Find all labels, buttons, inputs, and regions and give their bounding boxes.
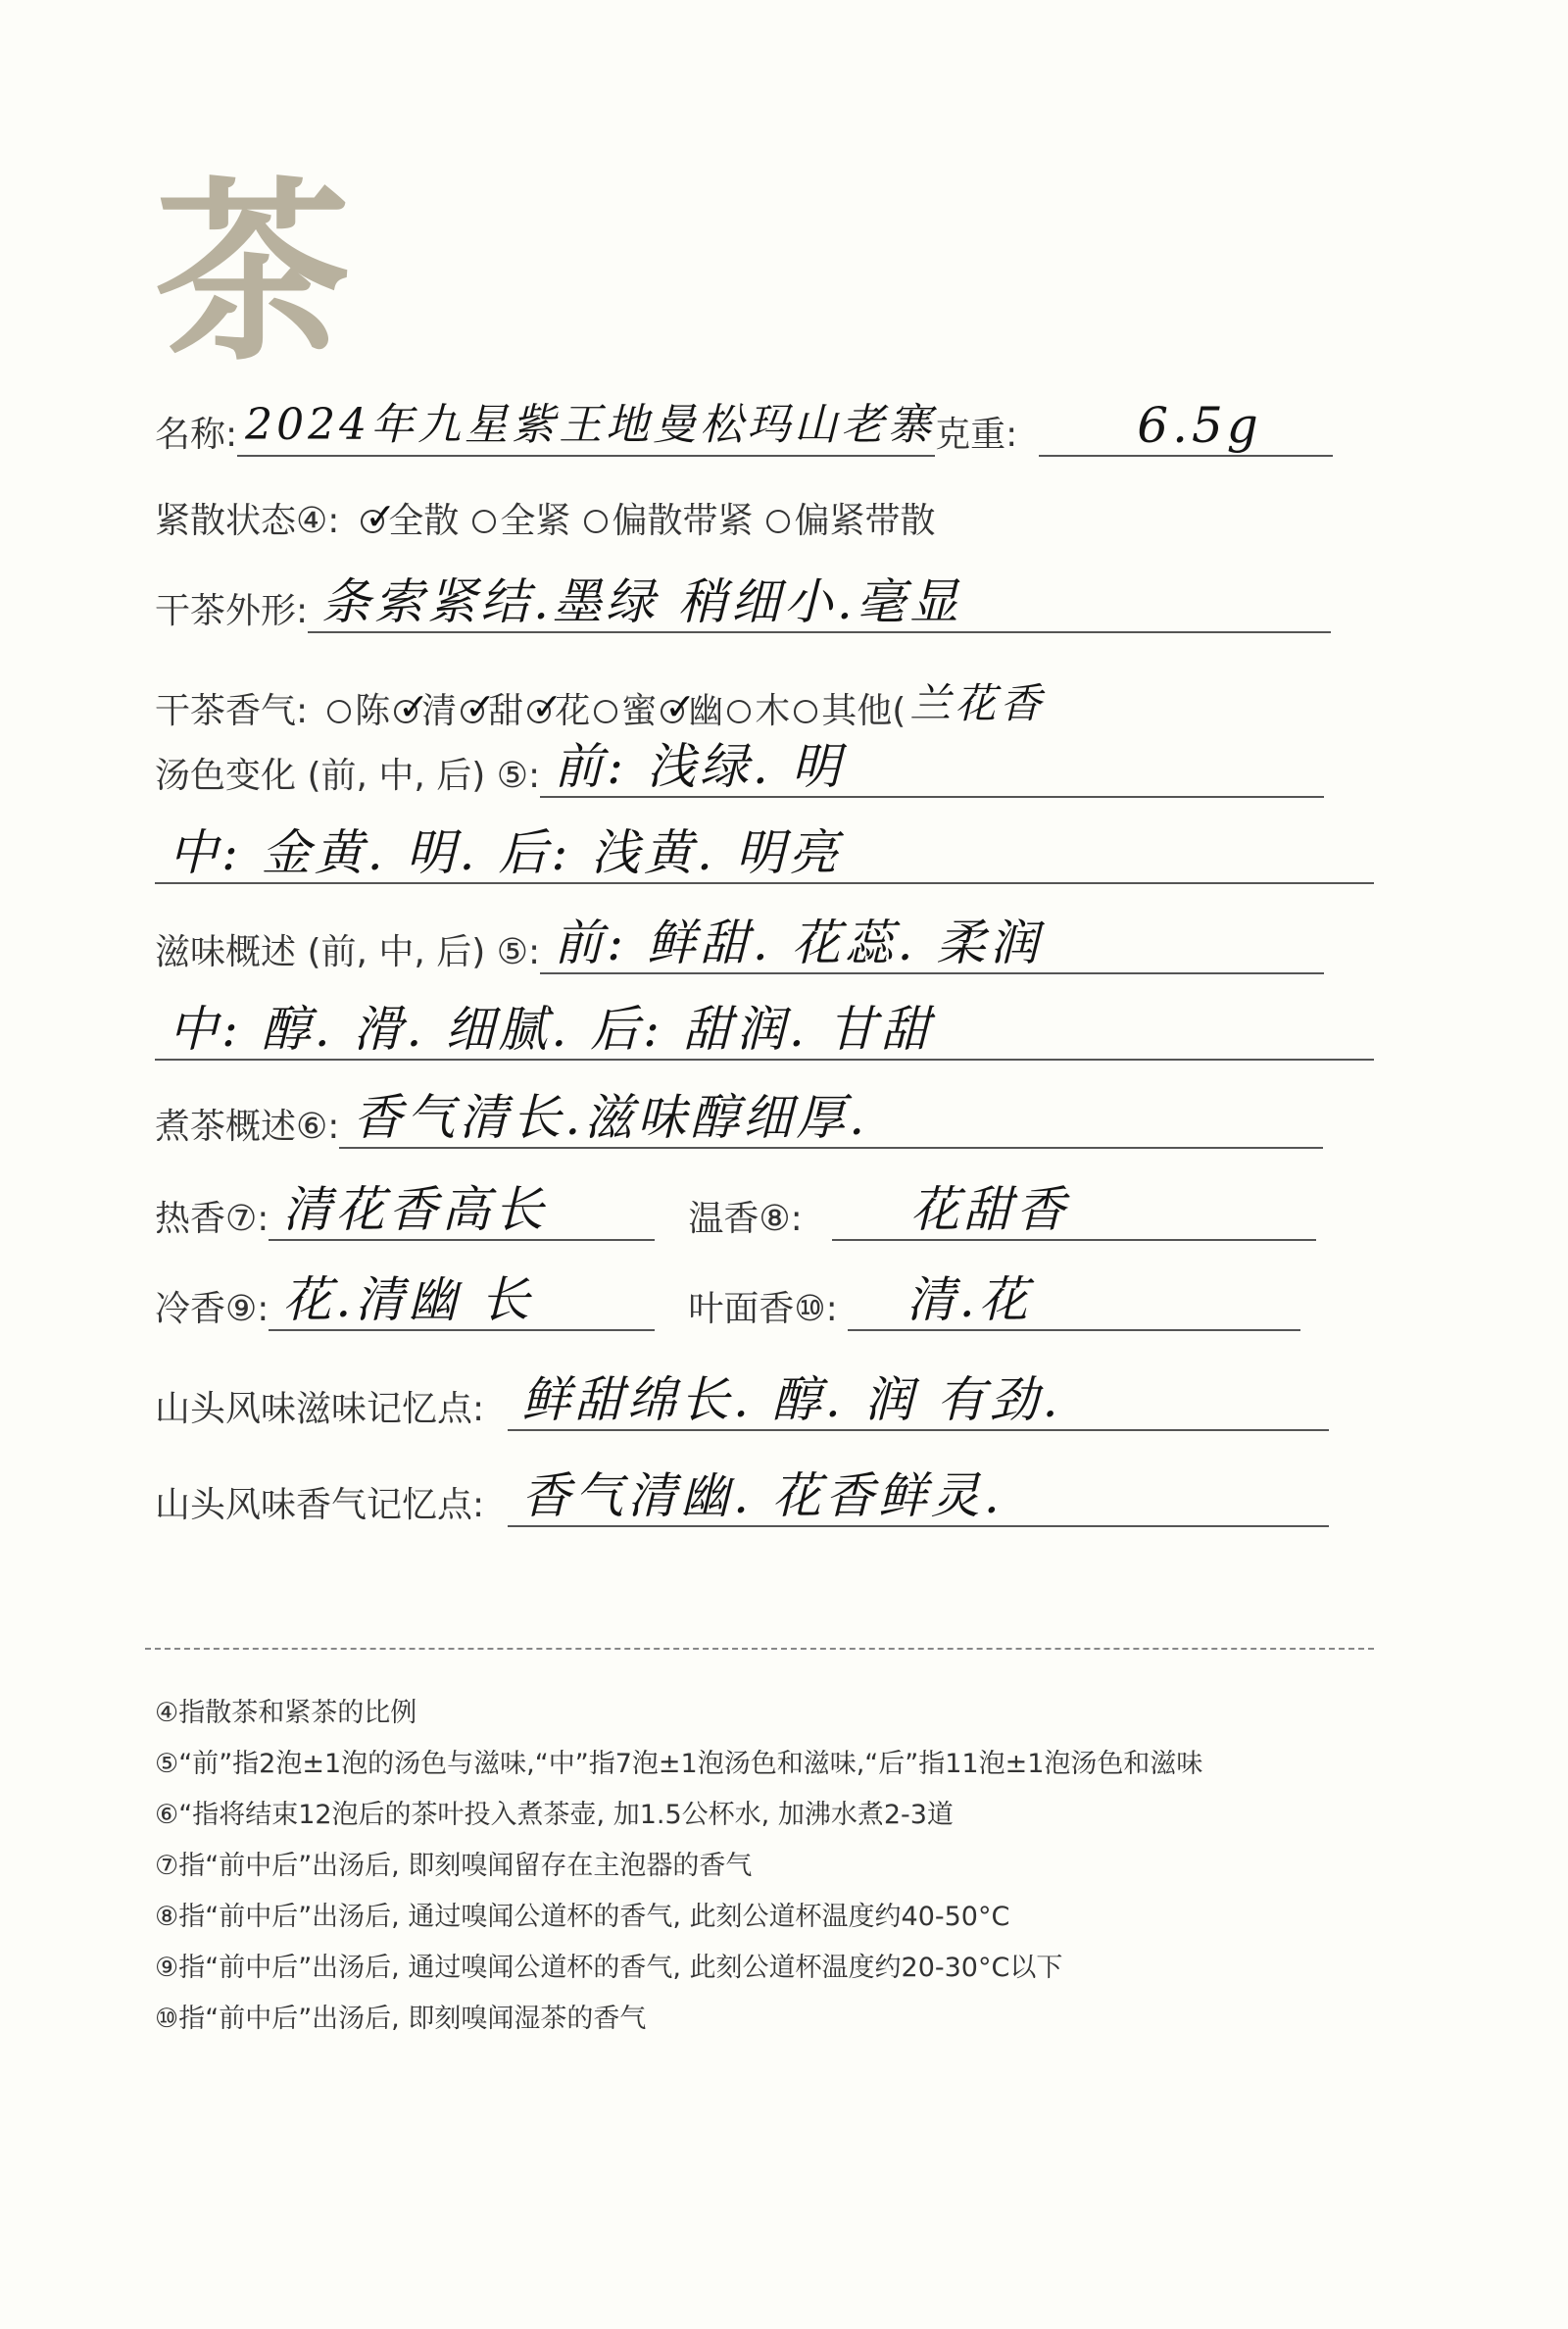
- warm-aroma-label: 温香⑧:: [688, 1199, 803, 1239]
- dry-shape-label: 干茶外形:: [155, 591, 309, 631]
- name-row: [155, 397, 1333, 457]
- boil-value: 香气清长.滋味醇细厚.: [353, 1089, 869, 1146]
- taste-memory-field[interactable]: [508, 1371, 1329, 1431]
- taste-memory-label: 山头风味滋味记忆点:: [155, 1389, 485, 1429]
- soup-color-field-2[interactable]: [155, 824, 1374, 884]
- taste-row-2: [155, 1001, 1374, 1061]
- leaf-aroma-field[interactable]: [848, 1271, 1300, 1331]
- warm-aroma-field[interactable]: [832, 1181, 1316, 1241]
- aroma-memory-label: 山头风味香气记忆点:: [155, 1485, 485, 1525]
- footnote-5: ⑤“前”指2泡±1泡的汤色与滋味,“中”指7泡±1泡汤色和滋味,“后”指11泡±1泡汤色和滋味: [155, 1749, 1203, 1779]
- footnote-4: ④指散茶和紧茶的比例: [155, 1698, 417, 1728]
- soup-color-value-2: 中: 金黄. 明. 后: 浅黄. 明亮: [169, 824, 842, 881]
- footnote-10: ⑩指“前中后”出汤后, 即刻嗅闻湿茶的香气: [155, 2004, 647, 2034]
- tightness-row: [155, 495, 949, 543]
- soup-color-label: 汤色变化 (前, 中, 后) ⑤:: [155, 756, 541, 796]
- boil-field[interactable]: [339, 1089, 1323, 1149]
- checkbox-circle[interactable]: [327, 700, 351, 723]
- footnote-8: ⑧指“前中后”出汤后, 通过嗅闻公道杯的香气, 此刻公道杯温度约40-50°C: [155, 1902, 1010, 1932]
- aroma-option-other[interactable]: 其他(: [794, 690, 906, 733]
- aroma-option-subtle[interactable]: ✓ 幽: [661, 690, 723, 733]
- divider-dashed: [145, 1648, 1374, 1650]
- dry-shape-row: [155, 573, 1331, 633]
- aroma-memory-field[interactable]: [508, 1467, 1329, 1527]
- taste-label: 滋味概述 (前, 中, 后) ⑤:: [155, 932, 541, 972]
- aroma-other-value: 兰花香: [909, 679, 1046, 727]
- cold-aroma-label: 冷香⑨:: [155, 1289, 270, 1329]
- weight-value: 6.5g: [1137, 397, 1262, 454]
- footnotes: [155, 1688, 1527, 2045]
- hot-aroma-value: 清花香高长: [282, 1181, 548, 1238]
- checkbox-circle[interactable]: [727, 700, 751, 723]
- checkbox-circle[interactable]: [361, 495, 397, 538]
- leaf-aroma-label: 叶面香⑩:: [688, 1289, 838, 1329]
- option-tight-with-loose[interactable]: 偏紧带散: [766, 500, 935, 543]
- checkbox-circle[interactable]: [594, 700, 617, 723]
- check-mark-icon: ✓: [664, 685, 697, 728]
- check-mark-icon: ✓: [465, 685, 497, 728]
- aroma-option-sweet[interactable]: ✓ 甜: [461, 690, 523, 733]
- aroma-option-wood[interactable]: 木: [727, 690, 790, 733]
- taste-field-2[interactable]: [155, 1001, 1374, 1061]
- taste-field-1[interactable]: [540, 915, 1324, 974]
- taste-value-1: 前: 鲜甜. 花蕊. 柔润: [554, 915, 1043, 971]
- name-field[interactable]: [237, 400, 936, 457]
- checkbox-circle[interactable]: [461, 685, 497, 728]
- dry-aroma-label: 干茶香气:: [155, 691, 309, 731]
- aroma-memory-row: [155, 1467, 1329, 1527]
- cold-aroma-field[interactable]: [269, 1271, 655, 1331]
- warm-aroma-value: 花甜香: [909, 1181, 1069, 1238]
- aroma-option-honey[interactable]: 蜜: [594, 690, 657, 733]
- cold-aroma-value: 花.清幽 长: [282, 1271, 534, 1328]
- checkbox-circle[interactable]: [472, 510, 496, 533]
- taste-memory-value: 鲜甜绵长. 醇. 润 有劲.: [521, 1371, 1062, 1428]
- soup-color-value-1: 前: 浅绿. 明: [554, 738, 845, 795]
- dry-shape-field[interactable]: [308, 573, 1331, 633]
- footnote-6: ⑥“指将结束12泡后的茶叶投入煮茶壶, 加1.5公杯水, 加沸水煮2-3道: [155, 1800, 954, 1830]
- soup-color-row-2: [155, 824, 1374, 884]
- hot-aroma-label: 热香⑦:: [155, 1199, 270, 1239]
- aroma-memory-value: 香气清幽. 花香鲜灵.: [521, 1467, 1004, 1524]
- soup-color-field-1[interactable]: [540, 738, 1324, 798]
- taste-value-2: 中: 醇. 滑. 细腻. 后: 甜润. 甘甜: [169, 1001, 934, 1058]
- option-loose-with-tight[interactable]: 偏散带紧: [584, 500, 753, 543]
- aroma-option-aged[interactable]: 陈: [327, 690, 390, 733]
- tea-title-char: 茶: [155, 160, 352, 388]
- check-mark-icon: ✓: [365, 495, 397, 538]
- taste-memory-row: [155, 1371, 1329, 1431]
- check-mark-icon: ✓: [398, 685, 429, 728]
- dry-shape-value: 条索紧结.墨绿 稍细小.毫显: [321, 573, 962, 630]
- aroma-option-clear[interactable]: ✓ 清: [394, 690, 457, 733]
- checkbox-circle[interactable]: [766, 510, 790, 533]
- weight-field[interactable]: [1039, 397, 1333, 457]
- leaf-aroma-value: 清.花: [906, 1271, 1032, 1328]
- hot-aroma-field[interactable]: [269, 1181, 655, 1241]
- checkbox-circle[interactable]: [394, 685, 429, 728]
- footnote-7: ⑦指“前中后”出汤后, 即刻嗅闻留存在主泡器的香气: [155, 1851, 753, 1881]
- option-full-tight[interactable]: 全紧: [472, 500, 570, 543]
- tightness-label: 紧散状态④:: [155, 501, 340, 541]
- taste-row: [155, 915, 1324, 974]
- soup-color-row: [155, 738, 1324, 798]
- checkbox-circle[interactable]: [661, 685, 697, 728]
- boil-row: [155, 1089, 1323, 1149]
- checkbox-circle[interactable]: [527, 685, 564, 728]
- boil-label: 煮茶概述⑥:: [155, 1107, 340, 1147]
- cold-aroma-row: [155, 1271, 1300, 1331]
- dry-aroma-row: [155, 678, 1045, 733]
- checkbox-circle[interactable]: [584, 510, 608, 533]
- checkbox-circle[interactable]: [794, 700, 817, 723]
- footnote-9: ⑨指“前中后”出汤后, 通过嗅闻公道杯的香气, 此刻公道杯温度约20-30°C以下: [155, 1953, 1063, 1983]
- name-label: 名称:: [155, 415, 238, 455]
- aroma-option-floral[interactable]: ✓ 花: [527, 690, 590, 733]
- name-value: 2024年九星紫王地曼松玛山老寨: [245, 400, 936, 450]
- weight-label: 克重:: [935, 415, 1018, 455]
- option-full-loose[interactable]: ✓ 全散: [361, 500, 459, 543]
- hot-aroma-row: [155, 1181, 1316, 1241]
- check-mark-icon: ✓: [531, 685, 564, 728]
